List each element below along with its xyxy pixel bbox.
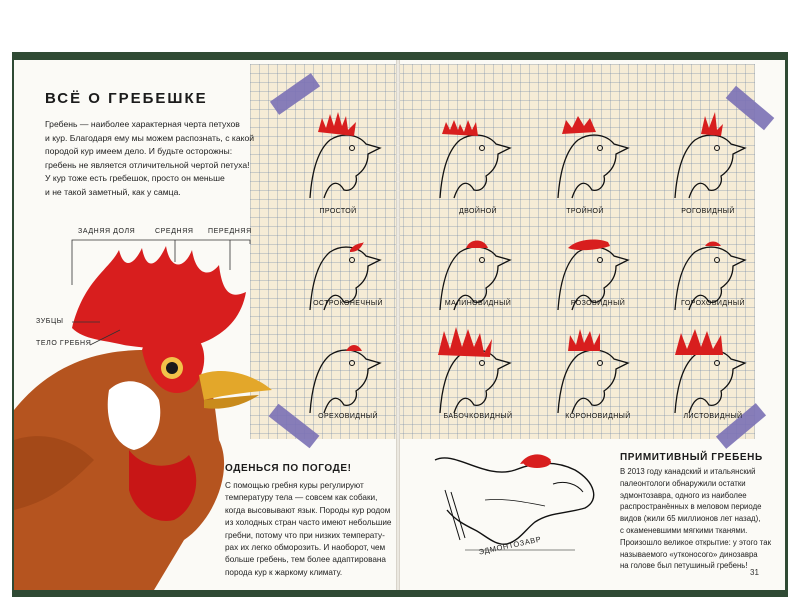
page-title: ВСЁ О ГРЕБЕШКЕ [45,90,208,107]
primitive-line: В 2013 году канадский и итальянский [620,467,756,476]
intro-line: и кур. Благодаря ему мы можем распознать, с какой [45,132,255,143]
caption-pea: ГОРОХОВИДНЫЙ [681,300,745,307]
intro-line: У кур тоже есть гребешок, просто он меньше [45,173,225,183]
primitive-line: видов (жили 65 миллионов лет назад), [620,514,761,524]
caption-raspberry: МАЛИНОВИДНЫЙ [444,300,512,307]
caption-simple: ПРОСТОЙ [319,208,357,215]
weather-line: больше гребень, тем более адаптирована [225,555,386,565]
caption-crown: КОРОНОВИДНЫЙ [565,413,631,420]
page-number: 31 [750,568,759,577]
weather-line: когда высовывают язык. Породы кур родом [225,505,391,515]
primitive-line: эдмонтозавра, одного из наиболее [620,490,747,500]
caption-double: ДВОЙНОЙ [459,208,497,215]
weather-text [225,480,395,579]
intro-line: гребень не является отличительной чертой петуха! [45,159,250,170]
edmontosaurus-sketch [425,440,605,580]
weather-line: гребни, потому что при низких температу- [225,530,385,540]
caption-rose: РОЗОВИДНЫЙ [570,300,626,307]
label-teeth: ЗУБЦЫ [36,318,64,325]
weather-title: ОДЕНЬСЯ ПО ПОГОДЕ! [225,463,352,474]
weather-line: порода кур к жаркому климату. [225,567,343,577]
caption-horned: РОГОВИДНЫЙ [681,208,735,215]
caption-leaf: ЛИСТОВИДНЫЙ [683,413,743,420]
caption-pointed: ОСТРОКОНЕЧНЫЙ [313,300,383,307]
primitive-line: палеонтологи обнаружили остатки [620,478,746,488]
intro-line: Гребень — наиболее характерная черта петухов [45,119,240,129]
label-middle: СРЕДНЯЯ [155,228,194,235]
chicken-head-sketch [665,110,755,200]
chicken-head-sketch [548,222,638,312]
primitive-line: на голове был петушиный гребень! [620,561,748,571]
caption-triple: ТРОЙНОЙ [566,208,604,215]
primitive-line: называемого «утконосого» динозавра [620,549,758,559]
intro-line: и не такой заметный, как у самца. [45,186,181,197]
weather-line: температуру тела — совсем как собаки, [225,493,378,503]
chicken-head-sketch [665,222,755,312]
primitive-line: с окаменевшими мягкими тканями. [620,525,748,535]
dino-label: ЭДМОНТОЗАВР [477,534,543,557]
chicken-head-sketch [430,110,520,200]
chicken-head-sketch [300,110,390,200]
label-back-lobe: ЗАДНЯЯ ДОЛЯ [78,228,136,235]
caption-walnut: ОРЕХОВИДНЫЙ [318,413,378,420]
weather-line: С помощью гребня куры регулируют [225,481,364,490]
chicken-head-sketch [548,325,638,415]
intro-line: породой кур имеем дело. И будьте осторожны: [45,146,233,156]
chicken-head-sketch [300,222,390,312]
caption-butterfly: БАБОЧКОВИДНЫЙ [443,413,513,420]
chicken-head-sketch [430,222,520,312]
primitive-text [620,466,780,572]
primitive-title: ПРИМИТИВНЫЙ ГРЕБЕНЬ [620,452,763,463]
chicken-head-sketch [300,325,390,415]
chicken-head-sketch [548,110,638,200]
chicken-head-sketch [430,325,520,415]
chicken-head-sketch [665,325,755,415]
label-body: ТЕЛО ГРЕБНЯ [36,340,92,347]
weather-line: из холодных стран часто имеют небольшие [225,518,392,528]
weather-line: рах их легко обморозить. И наоборот, чем [225,543,386,553]
primitive-line: Произошло великое открытие: у этого так [620,537,772,547]
label-front: ПЕРЕДНЯЯ [208,228,252,235]
primitive-line: распространённых в меловом периоде [620,502,762,512]
